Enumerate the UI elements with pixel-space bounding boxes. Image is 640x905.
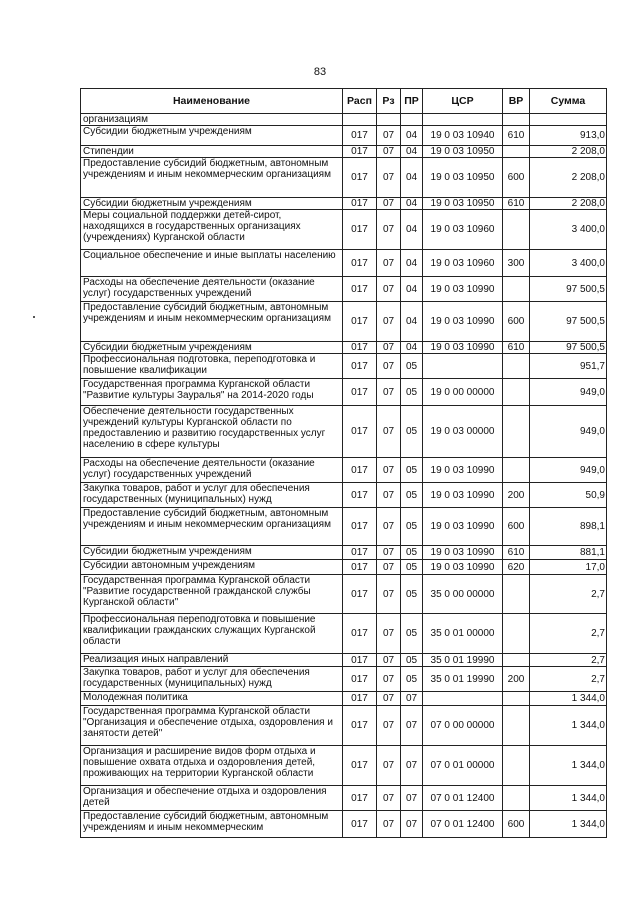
header-rasp: Расп [343,89,377,114]
cell-rasp [343,114,377,126]
header-rz: Рз [377,89,401,114]
cell-rz: 07 [377,560,401,575]
cell-vr: 610 [503,198,530,210]
cell-pr: 04 [401,342,423,354]
cell-sum [530,114,607,126]
cell-name: Государственная программа Курганской области "Развитие культуры Зауралья" на 2014-2020 годы [81,379,343,406]
cell-name: Субсидии автономным учреждениям [81,560,343,575]
cell-sum: 2 208,0 [530,198,607,210]
cell-pr: 05 [401,546,423,560]
cell-name: Предоставление субсидий бюджетным, автономным учреждениям и иным некоммерческим организациям [81,302,343,342]
cell-name: Субсидии бюджетным учреждениям [81,546,343,560]
cell-rz: 07 [377,811,401,838]
cell-csr: 19 0 03 10990 [423,560,503,575]
cell-pr: 07 [401,706,423,746]
cell-pr: 05 [401,575,423,614]
cell-sum: 913,0 [530,126,607,146]
cell-pr: 04 [401,146,423,158]
cell-pr [401,114,423,126]
table-row [81,811,607,838]
cell-vr: 600 [503,508,530,546]
cell-csr: 19 0 03 00000 [423,406,503,458]
cell-sum: 949,0 [530,458,607,483]
cell-csr: 19 0 03 10950 [423,158,503,198]
cell-csr: 19 0 00 00000 [423,379,503,406]
cell-rasp: 017 [343,560,377,575]
table-row [81,483,607,508]
cell-rz [377,114,401,126]
table-row [81,302,607,342]
cell-csr: 19 0 03 10950 [423,146,503,158]
cell-name: Закупка товаров, работ и услуг для обеспечения государственных (муниципальных) нужд [81,667,343,692]
cell-csr: 19 0 03 10990 [423,546,503,560]
table-row [81,575,607,614]
cell-pr: 05 [401,508,423,546]
table-row [81,654,607,667]
cell-vr [503,614,530,654]
page-number: 83 [313,66,327,78]
cell-rz: 07 [377,614,401,654]
cell-pr: 05 [401,379,423,406]
cell-rasp: 017 [343,210,377,250]
cell-sum: 17,0 [530,560,607,575]
cell-sum: 949,0 [530,379,607,406]
cell-rz: 07 [377,406,401,458]
cell-rasp: 017 [343,706,377,746]
table-row [81,746,607,786]
cell-sum: 951,7 [530,354,607,379]
cell-vr: 600 [503,302,530,342]
header-name: Наименование [81,89,343,114]
cell-vr [503,354,530,379]
header-csr: ЦСР [423,89,503,114]
cell-vr [503,458,530,483]
cell-rz: 07 [377,786,401,811]
table-row [81,667,607,692]
table-row [81,354,607,379]
cell-pr: 04 [401,198,423,210]
cell-sum: 881,1 [530,546,607,560]
cell-name: Профессиональная переподготовка и повышение квалификации гражданских служащих Курганской области [81,614,343,654]
table-row [81,692,607,706]
cell-csr: 19 0 03 10990 [423,508,503,546]
cell-vr: 300 [503,250,530,277]
cell-sum: 1 344,0 [530,811,607,838]
cell-rz: 07 [377,458,401,483]
cell-rz: 07 [377,354,401,379]
cell-rasp: 017 [343,786,377,811]
cell-sum: 1 344,0 [530,746,607,786]
cell-vr [503,210,530,250]
cell-csr: 19 0 03 10960 [423,210,503,250]
cell-rasp: 017 [343,811,377,838]
cell-rasp: 017 [343,379,377,406]
cell-sum: 97 500,5 [530,277,607,302]
cell-name: Обеспечение деятельности государственных учреждений культуры Курганской области по предоставлению и развитию государственных услуг населению в сфере культуры [81,406,343,458]
table-row [81,210,607,250]
cell-name: Предоставление субсидий бюджетным, автономным учреждениям и иным некоммерческим организациям [81,508,343,546]
cell-rasp: 017 [343,667,377,692]
cell-rasp: 017 [343,146,377,158]
cell-pr: 05 [401,667,423,692]
cell-name: Субсидии бюджетным учреждениям [81,198,343,210]
header-vr: ВР [503,89,530,114]
cell-csr: 07 0 01 12400 [423,786,503,811]
cell-rasp: 017 [343,692,377,706]
cell-rz: 07 [377,746,401,786]
table-row [81,786,607,811]
cell-pr: 07 [401,811,423,838]
table-row [81,342,607,354]
table-row [81,458,607,483]
cell-rz: 07 [377,277,401,302]
cell-name: Меры социальной поддержки детей-сирот, находящихся в государственных организациях (учреждениях) Курганской области [81,210,343,250]
cell-vr: 600 [503,158,530,198]
cell-vr: 200 [503,483,530,508]
cell-csr: 19 0 03 10990 [423,342,503,354]
cell-name: Расходы на обеспечение деятельности (оказание услуг) государственных учреждений [81,277,343,302]
table-row [81,277,607,302]
cell-csr: 07 0 01 00000 [423,746,503,786]
cell-name: Закупка товаров, работ и услуг для обеспечения государственных (муниципальных) нужд [81,483,343,508]
cell-vr [503,114,530,126]
cell-rasp: 017 [343,614,377,654]
cell-rz: 07 [377,667,401,692]
cell-sum: 2,7 [530,667,607,692]
cell-csr: 35 0 00 00000 [423,575,503,614]
cell-name: Профессиональная подготовка, переподготовка и повышение квалификации [81,354,343,379]
table-row [81,146,607,158]
cell-vr: 620 [503,560,530,575]
cell-sum: 1 344,0 [530,706,607,746]
cell-vr: 610 [503,126,530,146]
cell-csr: 19 0 03 10950 [423,198,503,210]
cell-vr [503,379,530,406]
cell-rz: 07 [377,302,401,342]
cell-sum: 50,9 [530,483,607,508]
table-row [81,114,607,126]
scan-speck [33,316,35,318]
cell-vr [503,692,530,706]
cell-pr: 04 [401,250,423,277]
cell-sum: 2,7 [530,654,607,667]
cell-rasp: 017 [343,198,377,210]
cell-csr: 07 0 00 00000 [423,706,503,746]
table-row [81,614,607,654]
cell-name: Социальное обеспечение и иные выплаты населению [81,250,343,277]
cell-csr [423,354,503,379]
cell-rz: 07 [377,379,401,406]
cell-rz: 07 [377,692,401,706]
cell-pr: 04 [401,277,423,302]
cell-pr: 05 [401,458,423,483]
cell-pr: 05 [401,483,423,508]
cell-rz: 07 [377,508,401,546]
cell-rz: 07 [377,198,401,210]
cell-rasp: 017 [343,483,377,508]
cell-rz: 07 [377,250,401,277]
cell-rasp: 017 [343,126,377,146]
cell-rasp: 017 [343,654,377,667]
cell-sum: 97 500,5 [530,342,607,354]
cell-rasp: 017 [343,406,377,458]
cell-name: Реализация иных направлений [81,654,343,667]
cell-vr [503,706,530,746]
cell-csr [423,692,503,706]
cell-rasp: 017 [343,546,377,560]
cell-vr: 610 [503,546,530,560]
header-pr: ПР [401,89,423,114]
cell-pr: 07 [401,786,423,811]
cell-csr: 35 0 01 00000 [423,614,503,654]
cell-name: Молодежная политика [81,692,343,706]
cell-pr: 05 [401,406,423,458]
cell-sum: 1 344,0 [530,786,607,811]
cell-csr: 35 0 01 19990 [423,654,503,667]
table-row [81,158,607,198]
cell-vr: 200 [503,667,530,692]
cell-sum: 2 208,0 [530,146,607,158]
cell-sum: 949,0 [530,406,607,458]
cell-rz: 07 [377,546,401,560]
cell-pr: 07 [401,746,423,786]
table-row [81,546,607,560]
cell-sum: 2,7 [530,575,607,614]
cell-csr: 35 0 01 19990 [423,667,503,692]
cell-rz: 07 [377,126,401,146]
table-row [81,406,607,458]
cell-name: Государственная программа Курганской области "Организация и обеспечение отдыха, оздоровления и занятости детей" [81,706,343,746]
cell-rasp: 017 [343,302,377,342]
table-row [81,379,607,406]
cell-vr [503,786,530,811]
cell-name: Предоставление субсидий бюджетным, автономным учреждениям и иным некоммерческим организациям [81,158,343,198]
cell-csr: 19 0 03 10990 [423,277,503,302]
budget-table [80,88,607,838]
cell-name: Организация и расширение видов форм отдыха и повышение охвата отдыха и оздоровления детей, проживающих на территории Курганской области [81,746,343,786]
cell-name: организациям [81,114,343,126]
cell-vr [503,654,530,667]
cell-csr: 19 0 03 10990 [423,458,503,483]
cell-rz: 07 [377,483,401,508]
cell-pr: 05 [401,560,423,575]
cell-rz: 07 [377,210,401,250]
cell-sum: 1 344,0 [530,692,607,706]
cell-vr: 610 [503,342,530,354]
cell-rz: 07 [377,654,401,667]
table-row [81,508,607,546]
cell-rasp: 017 [343,354,377,379]
cell-vr [503,575,530,614]
cell-vr [503,277,530,302]
cell-rz: 07 [377,342,401,354]
cell-sum: 3 400,0 [530,250,607,277]
cell-csr: 19 0 03 10990 [423,483,503,508]
cell-name: Предоставление субсидий бюджетным, автономным учреждениям и иным некоммерческим [81,811,343,838]
cell-name: Субсидии бюджетным учреждениям [81,342,343,354]
cell-sum: 2 208,0 [530,158,607,198]
cell-csr: 19 0 03 10990 [423,302,503,342]
cell-rz: 07 [377,575,401,614]
cell-vr [503,406,530,458]
cell-csr: 19 0 03 10960 [423,250,503,277]
cell-pr: 04 [401,302,423,342]
cell-vr [503,746,530,786]
cell-rasp: 017 [343,250,377,277]
cell-name: Стипендии [81,146,343,158]
table-row [81,198,607,210]
table-row [81,560,607,575]
table-row [81,706,607,746]
cell-rasp: 017 [343,458,377,483]
table-header-row [81,89,607,114]
table-row [81,126,607,146]
cell-rz: 07 [377,146,401,158]
cell-sum: 898,1 [530,508,607,546]
cell-sum: 97 500,5 [530,302,607,342]
cell-rasp: 017 [343,508,377,546]
cell-name: Организация и обеспечение отдыха и оздоровления детей [81,786,343,811]
cell-name: Субсидии бюджетным учреждениям [81,126,343,146]
cell-vr: 600 [503,811,530,838]
cell-pr: 04 [401,210,423,250]
cell-name: Государственная программа Курганской области "Развитие государственной гражданской службы Курганской области" [81,575,343,614]
table-row [81,250,607,277]
header-sum: Сумма [530,89,607,114]
cell-rasp: 017 [343,158,377,198]
cell-csr [423,114,503,126]
cell-pr: 05 [401,354,423,379]
cell-pr: 05 [401,654,423,667]
cell-sum: 2,7 [530,614,607,654]
cell-pr: 05 [401,614,423,654]
cell-rasp: 017 [343,575,377,614]
cell-rz: 07 [377,706,401,746]
cell-name: Расходы на обеспечение деятельности (оказание услуг) государственных учреждений [81,458,343,483]
cell-rasp: 017 [343,342,377,354]
cell-csr: 19 0 03 10940 [423,126,503,146]
cell-rasp: 017 [343,746,377,786]
cell-rz: 07 [377,158,401,198]
cell-rasp: 017 [343,277,377,302]
cell-pr: 04 [401,158,423,198]
cell-vr [503,146,530,158]
cell-pr: 07 [401,692,423,706]
cell-csr: 07 0 01 12400 [423,811,503,838]
cell-sum: 3 400,0 [530,210,607,250]
cell-pr: 04 [401,126,423,146]
